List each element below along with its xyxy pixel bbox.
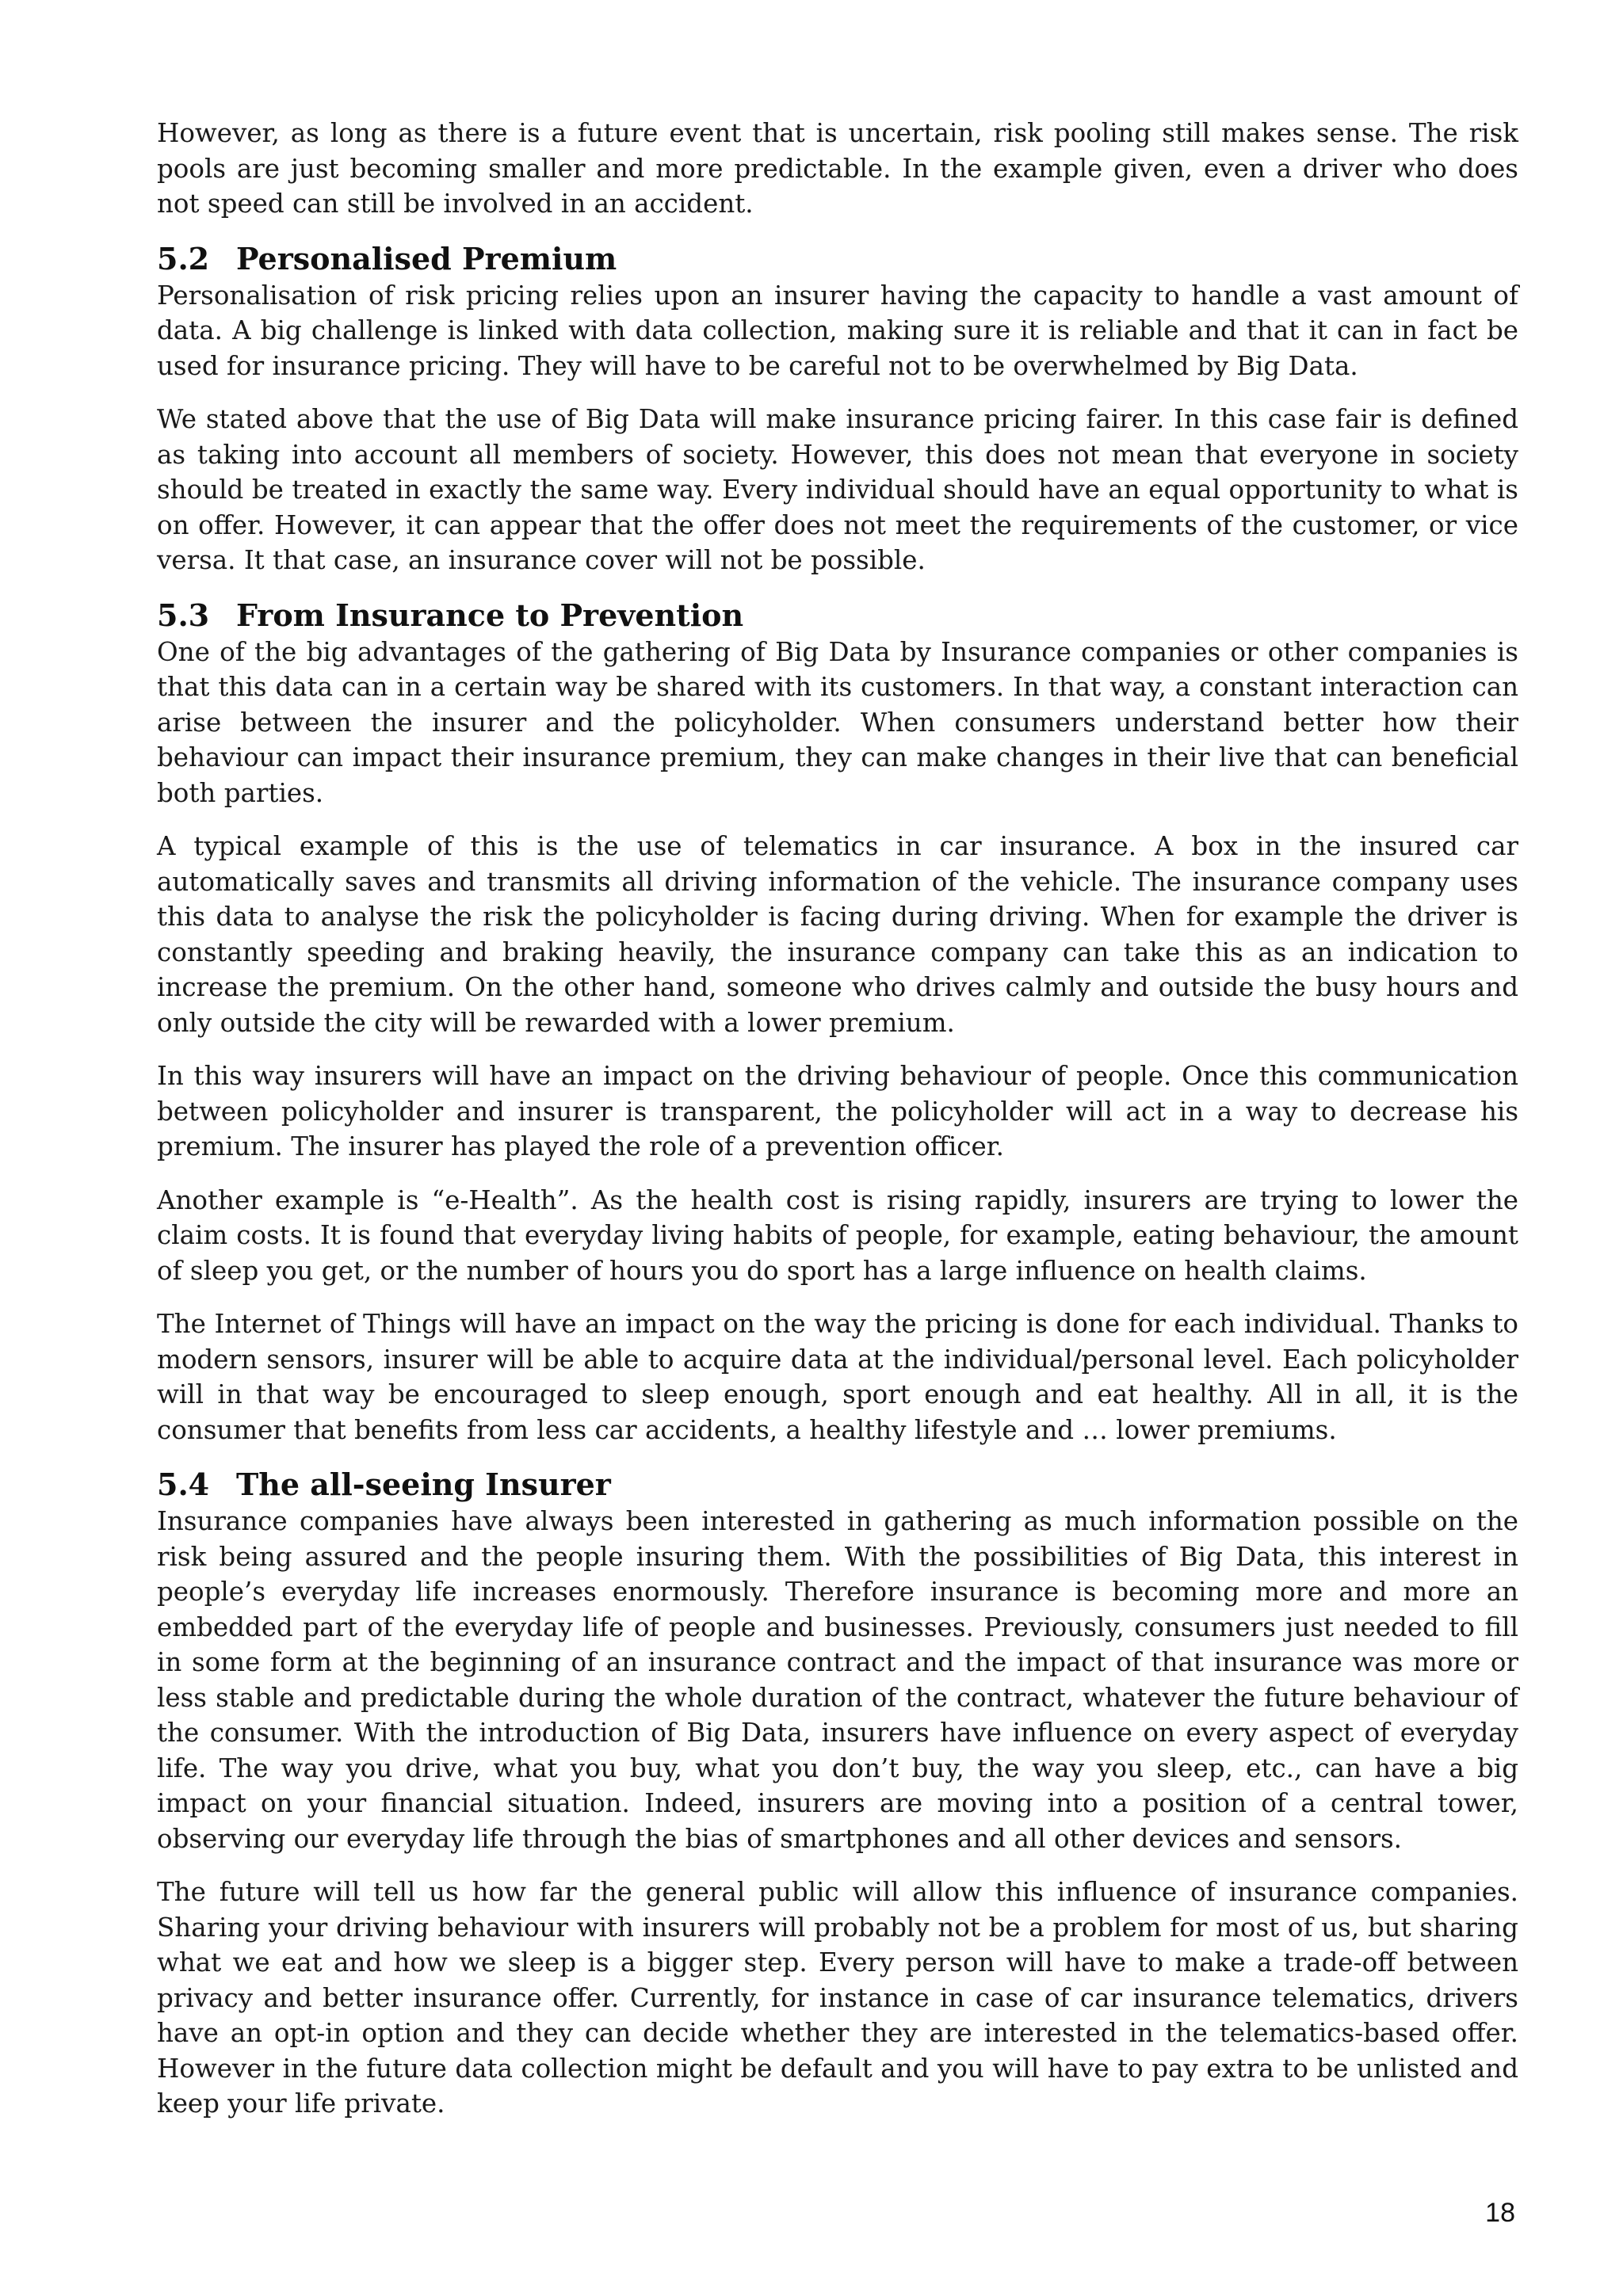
paragraph: In this way insurers will have an impact on the driving behaviour of people. Once this communication between policyholder and insurer is transparent, the policyholder will act in a way to decrease his premium. The insurer has played the role of a prevention officer.	[157, 1061, 1518, 1161]
section-heading-5-4	[157, 1466, 1518, 1504]
paragraph: A typical example of this is the use of telematics in car insurance. A box in the insured car automatically saves and transmits all driving information of the vehicle. The insurance company uses this data to analyse the risk the policyholder is facing during driving. When for example the driver is constantly speeding and braking heavily, the insurance company can take this as an indication to increase the premium. On the other hand, someone who drives calmly and outside the busy hours and only outside the city will be rewarded with a lower premium.	[157, 831, 1518, 1038]
paragraph: The Internet of Things will have an impact on the way the pricing is done for each individual. Thanks to modern sensors, insurer will be able to acquire data at the individual/personal level. Each policyholder will in that way be encouraged to sleep enough, sport enough and eat healthy. All in all, it is the consumer that benefits from less car accidents, a healthy lifestyle and … lower premiums.	[157, 1309, 1518, 1445]
document-page	[157, 116, 1518, 2140]
page-number: 18	[1485, 2198, 1515, 2228]
section-number: 5.4	[157, 1466, 210, 1502]
paragraph: Personalisation of risk pricing relies upon an insurer having the capacity to handle a vast amount of data. A big challenge is linked with data collection, making sure it is reliable and that it can in fact be used for insurance pricing. They will have to be careful not to be overwhelmed by Big Data.	[157, 280, 1518, 381]
section-number: 5.3	[157, 597, 210, 633]
section-title: The all-seeing Insurer	[236, 1466, 611, 1502]
section-heading-5-3	[157, 597, 1518, 635]
section-title: From Insurance to Prevention	[236, 597, 744, 633]
paragraph: We stated above that the use of Big Data will make insurance pricing fairer. In this case fair is defined as taking into account all members of society. However, this does not mean that everyone in society should be treated in exactly the same way. Every individual should have an equal opportunity to what is on offer. However, it can appear that the offer does not meet the requirements of the customer, or vice versa. It that case, an insurance cover will not be possible.	[157, 404, 1518, 575]
section-heading-5-2	[157, 240, 1518, 278]
paragraph: One of the big advantages of the gathering of Big Data by Insurance companies or other companies is that this data can in a certain way be shared with its customers. In that way, a constant interaction can arise between the insurer and the policyholder. When consumers understand better how their behaviour can impact their insurance premium, they can make changes in their live that can beneficial both parties.	[157, 636, 1518, 808]
paragraph: Another example is “e-Health”. As the health cost is rising rapidly, insurers are trying to lower the claim costs. It is found that everyday living habits of people, for example, eating behaviour, the amount of sleep you get, or the number of hours you do sport has a large influence on health claims.	[157, 1184, 1518, 1286]
paragraph: Insurance companies have always been interested in gathering as much information possible on the risk being assured and the people insuring them. With the possibilities of Big Data, this interest in people’s everyday life increases enormously. Therefore insurance is becoming more and more an embedded part of the everyday life of people and businesses. Previously, consumers just needed to fill in some form at the beginning of an insurance contract and the impact of that insurance was more or less stable and predictable during the whole duration of the contract, whatever the future behaviour of the consumer. With the introduction of Big Data, insurers have influence on every aspect of everyday life. The way you drive, what you buy, what you don’t buy, the way you sleep, etc., can have a big impact on your financial situation. Indeed, insurers are moving into a position of a central tower, observing our everyday life through the bias of smartphones and all other devices and sensors.	[157, 1506, 1518, 1854]
section-number: 5.2	[157, 240, 210, 277]
section-title: Personalised Premium	[236, 240, 617, 277]
paragraph: The future will tell us how far the general public will allow this influence of insurance companies. Sharing your driving behaviour with insurers will probably not be a problem for most of us, but sharing what we eat and how we sleep is a bigger step. Every person will have to make a trade-off between privacy and better insurance offer. Currently, for instance in case of car insurance telematics, drivers have an opt-in option and they can decide whether they are interested in the telematics-based offer. However in the future data collection might be default and you will have to pay extra to be unlisted and keep your life private.	[157, 1877, 1518, 2119]
intro-paragraph: However, as long as there is a future event that is uncertain, risk pooling still makes sense. The risk pools are just becoming smaller and more predictable. In the example given, even a driver who does not speed can still be involved in an accident.	[157, 118, 1518, 219]
